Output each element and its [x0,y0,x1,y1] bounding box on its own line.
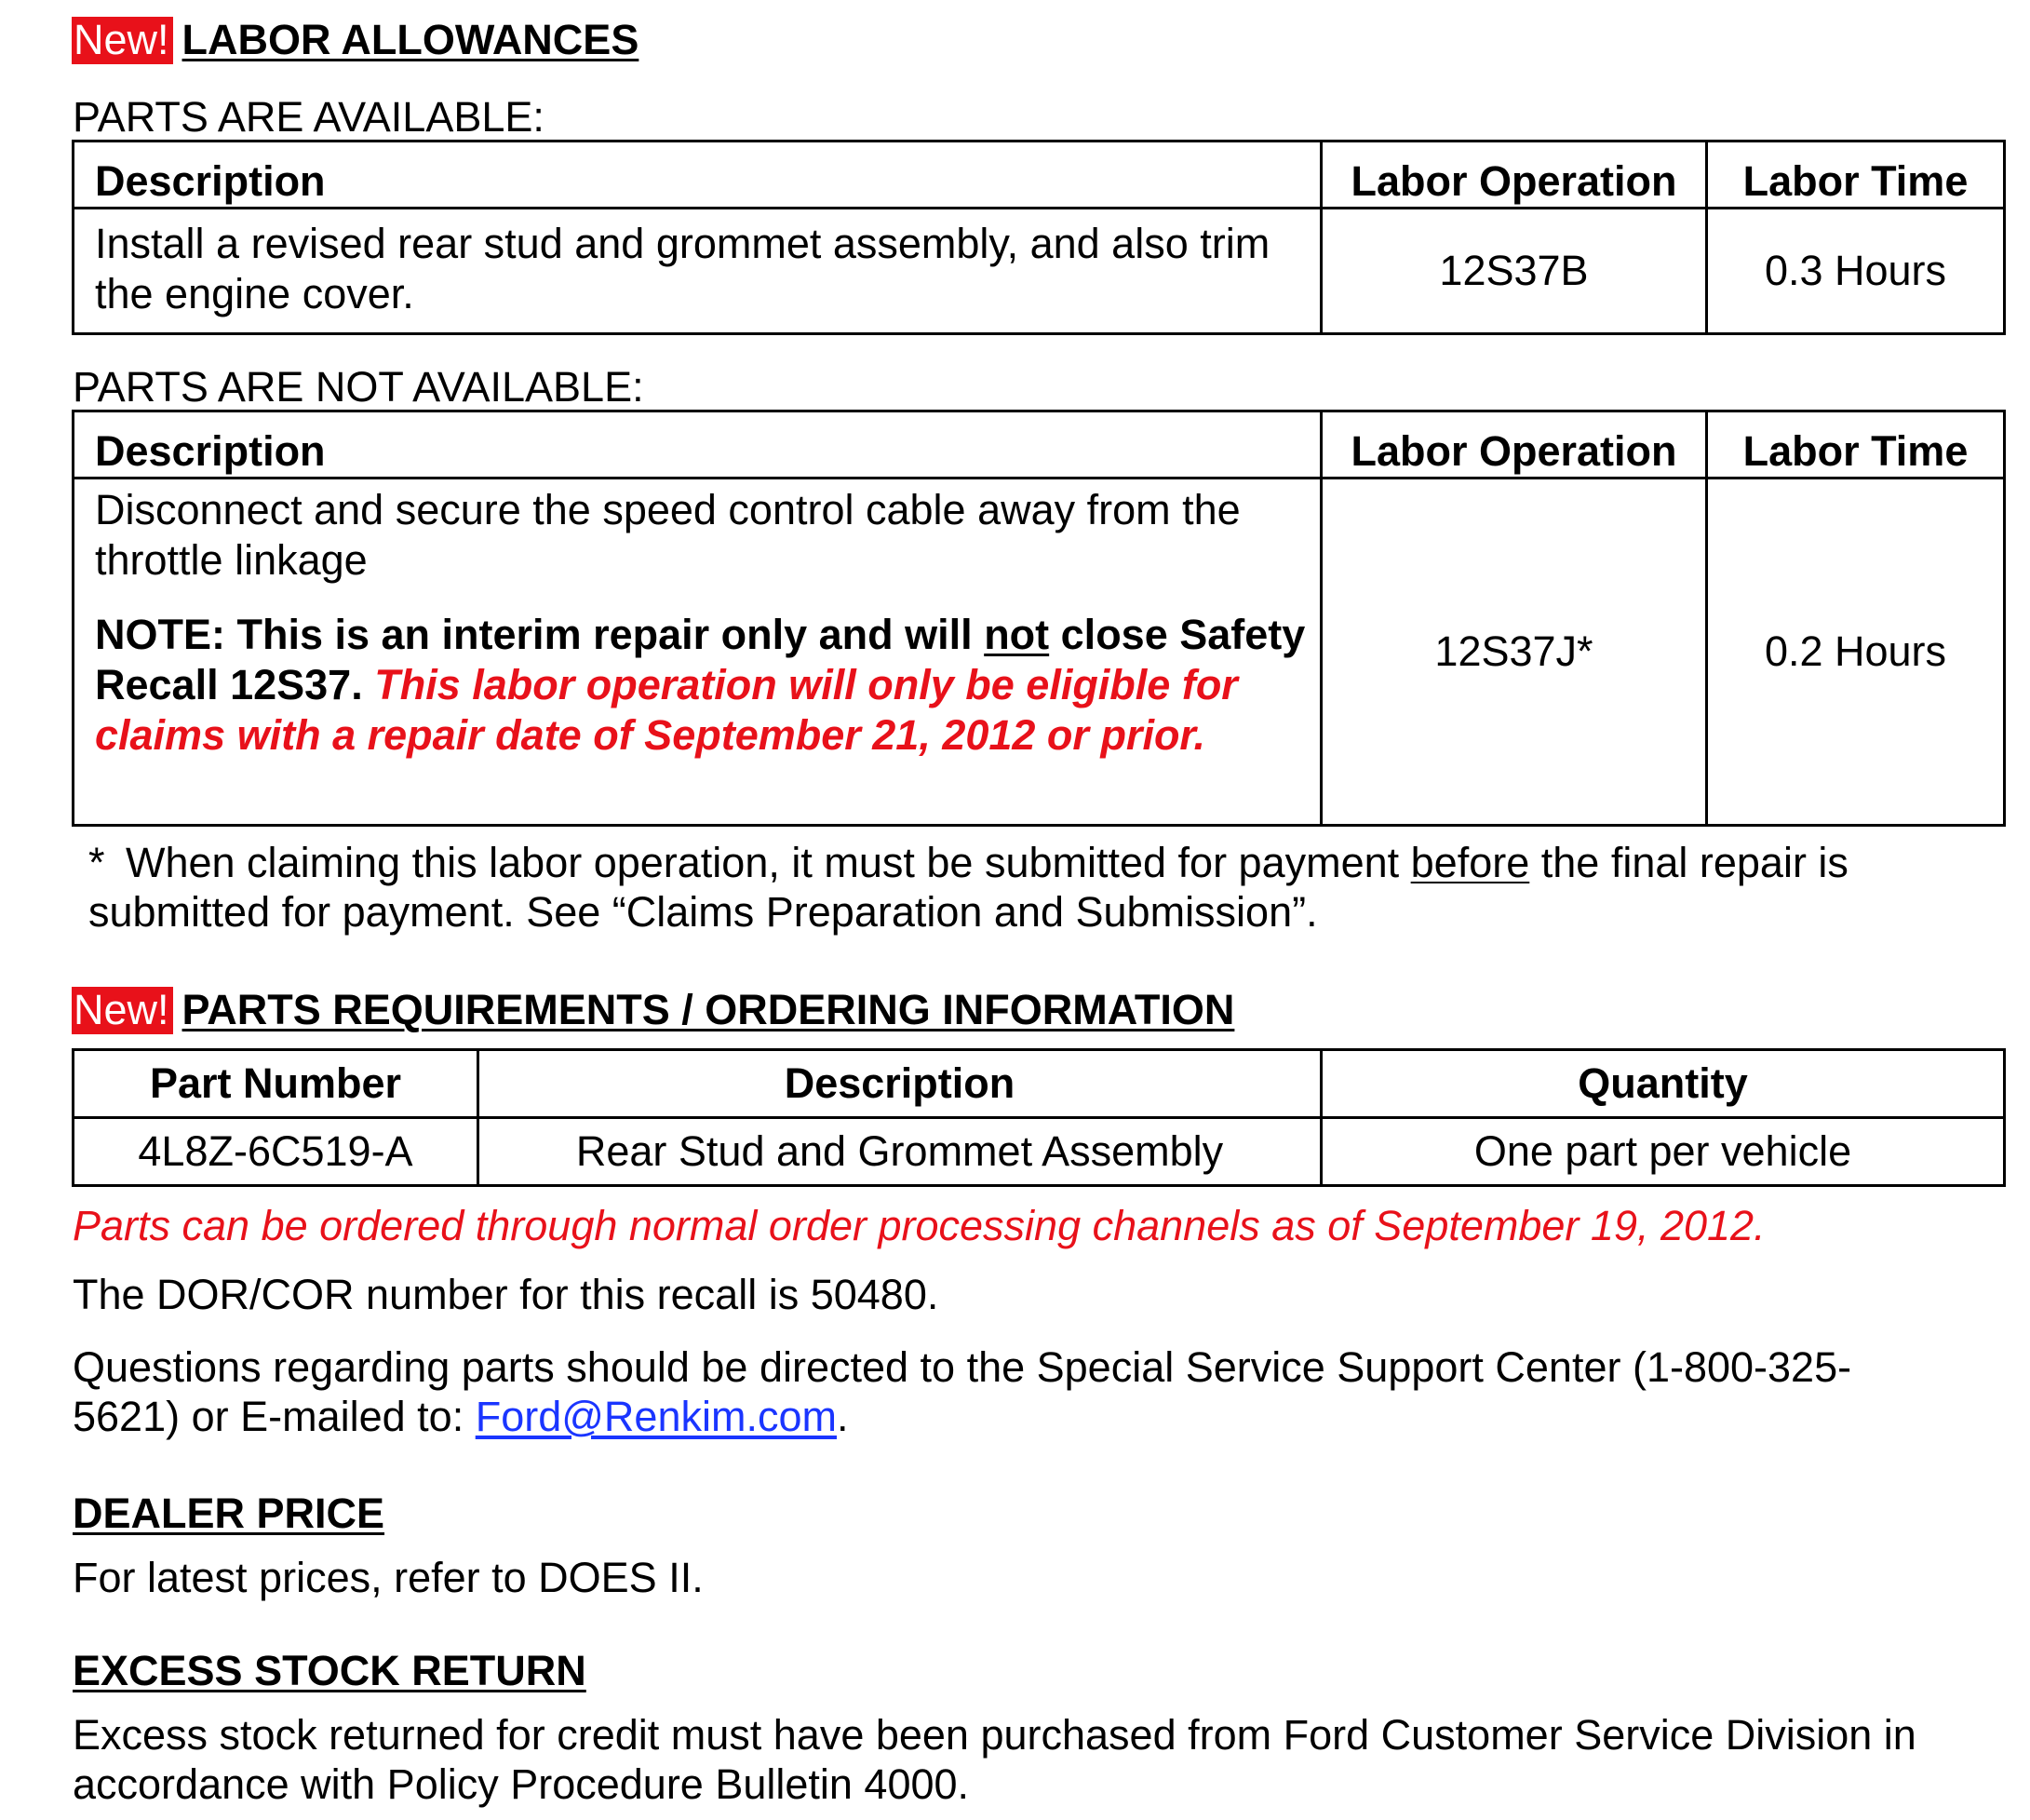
dealer-price-title: DEALER PRICE [73,1490,385,1537]
dealer-price-heading [73,1490,385,1537]
order-availability-note: Parts can be ordered through normal order processing channels as of September 19, 2012. [73,1202,1766,1249]
new-badge: New! [72,17,173,64]
parts-not-available-label: PARTS ARE NOT AVAILABLE: [73,363,644,411]
note-prefix: NOTE: This is an interim repair only and will [95,611,985,658]
header-description: Description [478,1050,1322,1118]
header-description: Description [74,411,1322,479]
note-mid: close Safety Recall 12S37. [95,611,1306,708]
table-header-row [74,142,2005,209]
part-number: 4L8Z-6C519-A [74,1118,478,1186]
header-labor-operation: Labor Operation [1322,411,1707,479]
parts-requirements-title: PARTS REQUIREMENTS / ORDERING INFORMATION [181,986,1235,1033]
dealer-price-text: For latest prices, refer to DOES II. [73,1554,704,1601]
available-time: 0.3 Hours [1707,209,2005,334]
header-quantity: Quantity [1322,1050,2005,1118]
not-available-description: Disconnect and secure the speed control cable away from the throttle linkage [95,486,1241,584]
note-emphasis: not [984,611,1050,658]
dor-cor-number: The DOR/COR number for this recall is 50480. [73,1271,939,1318]
parts-questions [73,1342,1934,1441]
available-description: Install a revised rear stud and grommet assembly, and also trim the engine cover. [74,209,1322,334]
footnote-text-after: the final repair is submitted for payment. See “Claims Preparation and Submission”. [88,839,1849,936]
header-labor-time: Labor Time [1707,411,2005,479]
excess-stock-title: EXCESS STOCK RETURN [73,1647,586,1694]
parts-table [72,1048,2006,1187]
footnote-emphasis: before [1410,839,1530,886]
not-available-description-cell [74,479,1322,826]
table-row [74,1118,2005,1186]
labor-allowances-title: LABOR ALLOWANCES [181,16,639,63]
not-available-operation: 12S37J* [1322,479,1707,826]
header-labor-time: Labor Time [1707,142,2005,209]
footnote-text-before: When claiming this labor operation, it must be submitted for payment [126,839,1411,886]
new-badge: New! [72,987,173,1034]
table-header-row [74,411,2005,479]
header-description: Description [74,142,1322,209]
part-description: Rear Stud and Grommet Assembly [478,1118,1322,1186]
labor-available-table [72,140,2006,335]
parts-requirements-heading [72,987,1234,1034]
labor-not-available-table [72,410,2006,827]
excess-stock-text: Excess stock returned for credit must have been purchased from Ford Customer Service Division in accordance with Policy Procedure Bulletin 4000. [73,1711,1916,1808]
table-row [74,209,2005,334]
excess-stock-heading [73,1647,586,1694]
interim-repair-note [95,610,1307,768]
part-quantity: One part per vehicle [1322,1118,2005,1186]
questions-end: . [836,1393,849,1440]
note-eligibility: This labor operation will only be eligible for claims with a repair date of September 21, 2012 or prior. [95,661,1238,759]
available-operation: 12S37B [1322,209,1707,334]
table-header-row [74,1050,2005,1118]
header-labor-operation: Labor Operation [1322,142,1707,209]
questions-text: Questions regarding parts should be directed to the Special Service Support Center (1-800-325-5621) or E-mailed to: [73,1343,1852,1440]
labor-footnote [88,838,1987,937]
not-available-time: 0.2 Hours [1707,479,2005,826]
footnote-star: * [88,839,105,886]
parts-available-label: PARTS ARE AVAILABLE: [73,93,544,141]
email-link[interactable]: Ford@Renkim.com [475,1393,837,1440]
labor-allowances-heading [72,17,639,64]
header-part-number: Part Number [74,1050,478,1118]
table-row [74,479,2005,826]
